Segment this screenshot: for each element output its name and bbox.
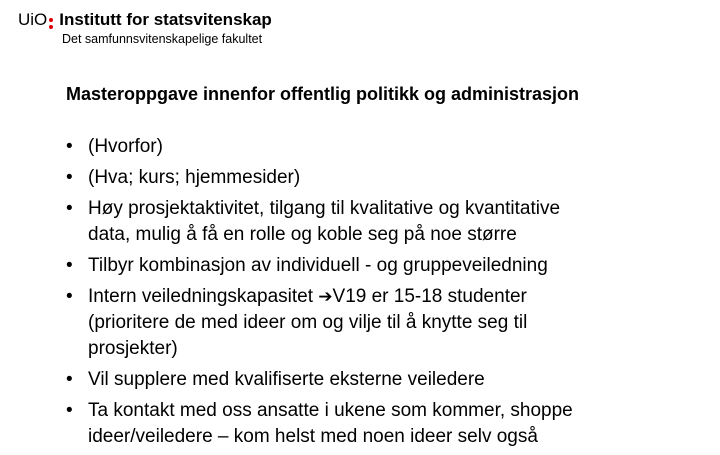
bullet-text: Vil supplere med kvalifiserte eksterne veiledere [88,369,485,390]
bullet-item [66,196,706,248]
bullet-text: Tilbyr kombinasjon av individuell - og gruppeveiledning [88,255,548,276]
bullet-text: V19 er 15-18 studenter [332,286,527,307]
arrow-right-icon: ➔ [318,287,333,307]
bullet-item [66,134,706,160]
bullet-text-line: ideer/veiledere – kom helst med noen ideer selv også [88,426,538,447]
bullet-glyph: • [66,255,73,276]
bullet-glyph: • [66,369,73,390]
bullet-text-line: Ta kontakt med oss ansatte i ukene som kommer, shoppe [88,400,573,421]
bullet-item [66,367,706,393]
bullet-glyph: • [66,198,73,219]
bullet-item [66,284,706,362]
bullet-text: (Hvorfor) [88,136,163,157]
bullet-text-line: Høy prosjektaktivitet, tilgang til kvalitative og kvantitative [88,198,561,219]
faculty-name: Det samfunnsvitenskapelige fakultet [62,32,263,46]
bullet-text-line: data, mulig å få en rolle og koble seg på noe større [88,224,517,245]
bullet-item [66,398,706,450]
uio-logo-text: UiO [18,10,48,29]
bullet-text-line: prosjekter) [88,338,178,359]
slide-title: Masteroppgave innenfor offentlig politikk og administrasjon [66,84,580,104]
bullet-glyph: • [66,286,73,307]
uio-colon-icon [49,18,53,29]
bullet-text: (Hva; kurs; hjemmesider) [88,167,301,188]
bullet-text-line: (prioritere de med ideer om og vilje til å knytte seg til [88,312,528,333]
bullet-glyph: • [66,136,73,157]
logo-row [18,10,272,32]
uio-header [18,10,272,46]
bullet-glyph: • [66,400,73,421]
bullet-item [66,253,706,279]
bullet-list [66,134,706,455]
bullet-text: Intern veiledningskapasitet [88,286,319,307]
bullet-glyph: • [66,167,73,188]
institute-name: Institutt for statsvitenskap [59,10,272,29]
bullet-item [66,165,706,191]
